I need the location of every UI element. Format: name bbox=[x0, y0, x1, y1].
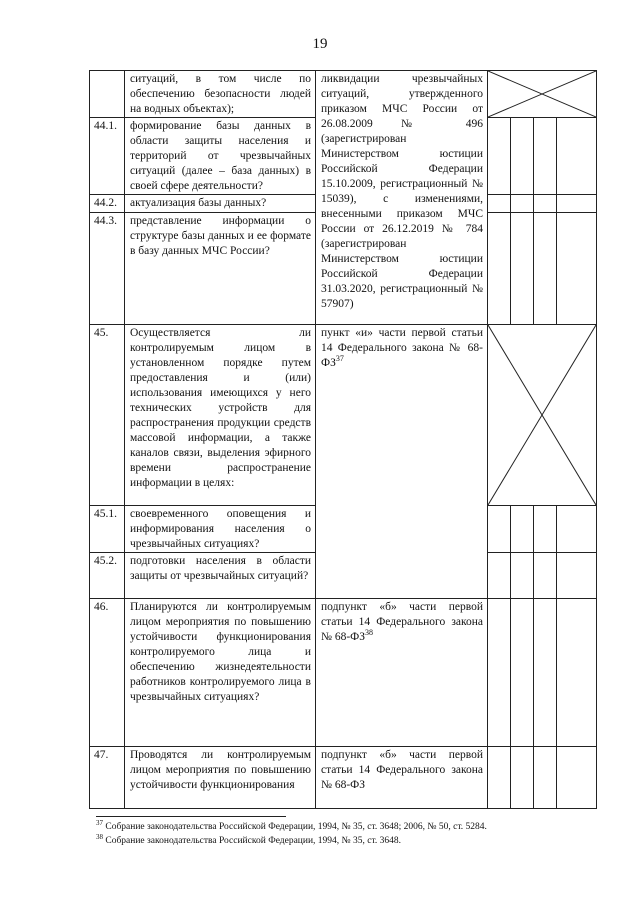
table-row bbox=[90, 325, 597, 506]
question-text: представление информации о структуре базы данных и ее формате в базу данных МЧС России? bbox=[125, 213, 316, 325]
legal-reference bbox=[316, 325, 488, 599]
answer-cell[interactable] bbox=[557, 506, 597, 553]
answer-cell[interactable] bbox=[511, 506, 534, 553]
answer-cell[interactable] bbox=[557, 747, 597, 809]
row-number: 45.1. bbox=[90, 506, 125, 553]
footnote-text: Собрание законодательства Российской Федерации, 1994, № 35, ст. 3648; 2006, № 50, ст. 5284. bbox=[105, 822, 487, 832]
footnotes bbox=[96, 820, 487, 848]
legal-reference: подпункт «б» части первой статьи 14 Федерального закона № 68-ФЗ bbox=[316, 747, 488, 809]
answer-cell[interactable] bbox=[488, 213, 511, 325]
answer-cell[interactable] bbox=[488, 118, 511, 195]
question-text: Планируются ли контролируемым лицом мероприятия по повышению устойчивости функционирования контролируемого лица и обеспечению жизнедеятельности работников контролируемого лица в чрезвычайных ситуациях? bbox=[125, 599, 316, 747]
answer-cell[interactable] bbox=[511, 213, 534, 325]
legal-reference: ликвидации чрезвычайных ситуаций, утвержденного приказом МЧС России от 26.08.2009 № 496 (зарегистрирован Министерством юстиции Российской Федерации 15.10.2009, регистрационный № 15039), с изменениями, внесенными приказом МЧС России от 26.12.2019 № 784 (зарегистрирован Министерством юстиции Российской Федерации 31.03.2020, регистрационный № 57907) bbox=[316, 71, 488, 325]
answer-cell[interactable] bbox=[557, 213, 597, 325]
row-number: 44.1. bbox=[90, 118, 125, 195]
question-text: Проводятся ли контролируемым лицом мероприятия по повышению устойчивости функционирования bbox=[125, 747, 316, 809]
footnote-ref: 38 bbox=[365, 628, 374, 638]
answer-cell[interactable] bbox=[534, 747, 557, 809]
answer-cell[interactable] bbox=[534, 599, 557, 747]
answer-cell[interactable] bbox=[511, 553, 534, 599]
answer-cell[interactable] bbox=[511, 599, 534, 747]
row-number: 45. bbox=[90, 325, 125, 506]
row-number: 45.2. bbox=[90, 553, 125, 599]
answer-cell[interactable] bbox=[488, 599, 511, 747]
answer-cell[interactable] bbox=[488, 747, 511, 809]
table-row bbox=[90, 747, 597, 809]
answer-cell[interactable] bbox=[488, 506, 511, 553]
answer-cell[interactable] bbox=[511, 747, 534, 809]
answer-cell[interactable] bbox=[511, 118, 534, 195]
footnote-mark: 38 bbox=[96, 832, 103, 841]
table-row bbox=[90, 71, 597, 118]
legal-reference-text: подпункт «б» части первой статьи 14 Федерального закона № 68-ФЗ bbox=[321, 601, 483, 643]
footnote-mark: 37 bbox=[96, 818, 103, 827]
row-number: 44.2. bbox=[90, 195, 125, 213]
answer-cell[interactable] bbox=[534, 118, 557, 195]
page-number: 19 bbox=[312, 36, 328, 52]
question-text: актуализация базы данных? bbox=[125, 195, 316, 213]
question-text: подготовки населения в области защиты от чрезвычайных ситуаций? bbox=[125, 553, 316, 599]
row-number: 44.3. bbox=[90, 213, 125, 325]
crossed-out-cell bbox=[488, 71, 597, 118]
question-text: формирование базы данных в области защиты населения и территорий от чрезвычайных ситуаций (далее – база данных) в своей сфере деятельности? bbox=[125, 118, 316, 195]
row-number bbox=[90, 71, 125, 118]
question-text: Осуществляется ли контролируемым лицом в установленном порядке путем предоставления и (или) использования имеющихся у него технических устройств для распространения продукции средств массовой информации, а также каналов связи, выделения эфирного времени распространение информации в целях: bbox=[125, 325, 316, 506]
footnote bbox=[96, 834, 487, 848]
footnote-text: Собрание законодательства Российской Федерации, 1994, № 35, ст. 3648. bbox=[105, 836, 402, 846]
legal-reference-text: пункт «и» части первой статьи 14 Федерального закона № 68-ФЗ bbox=[321, 327, 483, 369]
answer-cell[interactable] bbox=[511, 195, 534, 213]
answer-cell[interactable] bbox=[488, 553, 511, 599]
checklist-table bbox=[89, 70, 597, 809]
row-number: 46. bbox=[90, 599, 125, 747]
answer-cell[interactable] bbox=[534, 553, 557, 599]
answer-cell[interactable] bbox=[557, 118, 597, 195]
legal-reference bbox=[316, 599, 488, 747]
footnote-ref: 37 bbox=[335, 354, 344, 364]
row-number: 47. bbox=[90, 747, 125, 809]
answer-cell[interactable] bbox=[557, 195, 597, 213]
answer-cell[interactable] bbox=[534, 506, 557, 553]
table-row bbox=[90, 599, 597, 747]
question-text: своевременного оповещения и информирования населения о чрезвычайных ситуациях? bbox=[125, 506, 316, 553]
footnote-divider bbox=[96, 816, 286, 817]
footnote bbox=[96, 820, 487, 834]
question-text: ситуаций, в том числе по обеспечению безопасности людей на водных объектах); bbox=[125, 71, 316, 118]
answer-cell[interactable] bbox=[488, 195, 511, 213]
answer-cell[interactable] bbox=[557, 553, 597, 599]
crossed-out-cell bbox=[488, 325, 597, 506]
answer-cell[interactable] bbox=[534, 213, 557, 325]
answer-cell[interactable] bbox=[557, 599, 597, 747]
answer-cell[interactable] bbox=[534, 195, 557, 213]
